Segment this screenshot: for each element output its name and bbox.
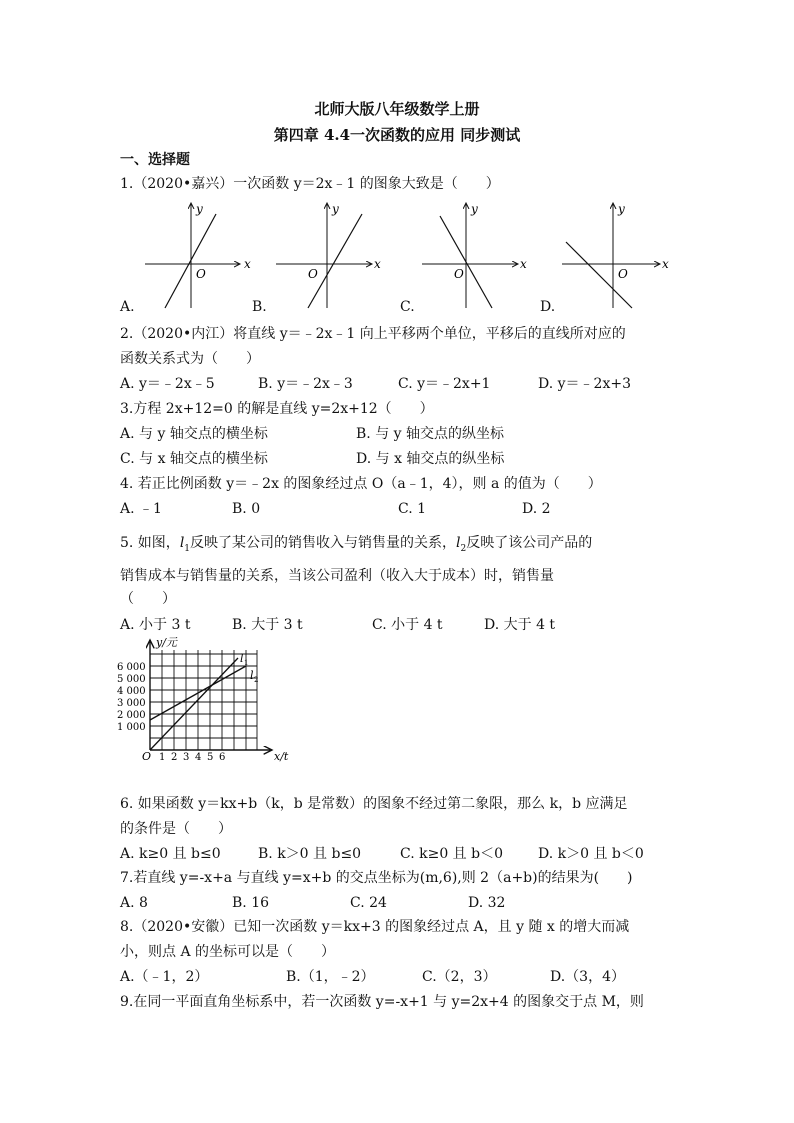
q5-l2-symbol: l [456,535,461,551]
graph-a [145,202,251,308]
q5-graph-xlabel: x/t [274,750,289,763]
q5-grid [150,650,257,750]
q1-stem: 1.（2020•嘉兴）一次函数 y＝2x﹣1 的图象大致是（ ） [120,176,500,192]
q6-option-a: A. k≥0 且 b≤0 [120,846,221,862]
graph-c-x-label: x [520,257,527,271]
graph-c-origin: O [454,267,464,281]
graph-b-y-label: y [332,202,339,216]
q5-line1 [120,534,592,558]
q5-ytick: 3 000 [117,698,146,709]
graph-d-y-label: y [618,202,625,216]
q7-option-a: A. 8 [120,895,148,911]
graph-d [562,202,669,308]
q5-option-b: B. 大于 3 t [232,617,303,633]
q5-xtick: 6 [219,752,226,763]
q5-xtick: 3 [183,752,190,763]
q5-graph [112,636,302,766]
q3-stem: 3.方程 2x+12=0 的解是直线 y=2x+12（ ） [120,401,434,417]
q5-line2: 销售成本与销售量的关系，当该公司盈利（收入大于成本）时，销售量 [120,568,554,584]
graph-a-y-label: y [196,202,203,216]
q6-option-d: D. k＞0 且 b＜0 [538,846,644,862]
q5-graph-origin: O [142,750,152,763]
q6-option-b: B. k＞0 且 b≤0 [258,846,362,862]
q3-option-c: C. 与 x 轴交点的横坐标 [120,451,268,467]
page-title: 北师大版八年级数学上册 [314,100,480,118]
q4-option-d: D. 2 [522,501,551,517]
q5-l1-symbol: l [179,535,185,551]
q5-xtick: 1 [159,752,166,763]
q5-xtick: 4 [195,752,202,763]
q1-option-b: B. [252,299,267,315]
graph-c [422,202,527,308]
q8-option-d: D.（3，4） [550,969,625,985]
q6-line1: 6. 如果函数 y＝kx+b（k，b 是常数）的图象不经过第二象限，那么 k，b 应满足 [120,796,628,812]
graph-a-origin: O [196,267,206,281]
q5-line1-post: 反映了该公司产品的 [466,535,593,551]
q2-option-c: C. y＝﹣2x+1 [398,376,491,392]
q5-ytick: 6 000 [117,662,146,673]
q5-l1-sub: 1 [184,543,191,554]
q8-option-a: A.（﹣1，2） [120,969,209,985]
graph-c-y-label: y [471,202,478,216]
q8-line1: 8.（2020•安徽）已知一次函数 y＝kx+3 的图象经过点 A，且 y 随 x 的增大而减 [120,919,630,935]
section-heading: 一、选择题 [120,152,190,168]
q5-line1-pre: 5. 如图， [120,535,180,551]
q5-graph-ylabel: y/元 [156,636,177,649]
q5-xtick: 5 [207,752,214,763]
q6-option-c: C. k≥0 且 b＜0 [400,846,504,862]
q2-option-b: B. y＝﹣2x﹣3 [258,376,353,392]
graph-a-x-label: x [244,257,251,271]
q5-ytick: 4 000 [117,686,146,697]
q8-option-b: B.（1，﹣2） [286,969,375,985]
q5-line1-mid: 反映了某公司的销售收入与销售量的关系， [190,535,457,551]
q5-graph-l1-label: l [240,652,244,665]
q5-yticks [117,662,146,733]
q3-option-b: B. 与 y 轴交点的纵坐标 [356,426,504,442]
q5-ytick: 1 000 [117,722,146,733]
q5-line-l1 [150,658,238,750]
q4-stem: 4. 若正比例函数 y＝﹣2x 的图象经过点 O（a﹣1，4），则 a 的值为（ ） [120,476,602,492]
q5-line3: （ ） [120,591,176,607]
page-subtitle: 第四章 4.4一次函数的应用 同步测试 [273,126,521,144]
q4-option-a: A. ﹣1 [120,501,162,517]
q8-line2: 小，则点 A 的坐标可以是（ ） [120,944,336,960]
q7-stem: 7.若直线 y=-x+a 与直线 y=x+b 的交点坐标为(m,6),则 2（a+b)的结果为( ) [120,870,633,886]
q5-option-c: C. 小于 4 t [372,617,443,633]
q3-option-d: D. 与 x 轴交点的纵坐标 [356,451,505,467]
q1-option-c: C. [400,299,415,315]
q5-option-d: D. 大于 4 t [484,617,556,633]
q3-option-a: A. 与 y 轴交点的横坐标 [120,426,268,442]
q2-line2: 函数关系式为（ ） [120,351,260,367]
q5-option-a: A. 小于 3 t [120,617,191,633]
q5-ytick: 2 000 [117,710,146,721]
graph-d-x-label: x [662,257,669,271]
q5-graph-l1-sub: 1 [244,659,249,667]
q9-line1: 9.在同一平面直角坐标系中，若一次函数 y=-x+1 与 y=2x+4 的图象交于点 M，则 [120,994,644,1010]
graph-d-origin: O [618,267,628,281]
q4-option-c: C. 1 [398,501,427,517]
q5-graph-l2-label: l [250,669,254,682]
q5-ytick: 5 000 [117,674,146,685]
q5-graph-l2-sub: 2 [254,676,259,684]
q2-option-d: D. y＝﹣2x+3 [538,376,631,392]
q5-xticks [159,752,225,763]
q8-option-c: C.（2，3） [422,969,497,985]
q5-xtick: 2 [171,752,178,763]
graph-b-x-label: x [374,257,381,271]
q5-l2-sub: 2 [460,543,467,554]
q4-option-b: B. 0 [232,501,261,517]
q7-option-d: D. 32 [468,895,506,911]
q7-option-c: C. 24 [350,895,387,911]
graph-b-origin: O [308,267,318,281]
q2-option-a: A. y＝﹣2x﹣5 [120,376,215,392]
q2-line1: 2.（2020•内江）将直线 y＝﹣2x﹣1 向上平移两个单位，平移后的直线所对应的 [120,326,626,342]
q1-option-a: A. [120,299,135,315]
graph-b [276,202,381,308]
q7-option-b: B. 16 [232,895,270,911]
q1-option-d: D. [540,299,556,315]
q1-graphs [140,198,680,312]
q6-line2: 的条件是（ ） [120,821,232,837]
